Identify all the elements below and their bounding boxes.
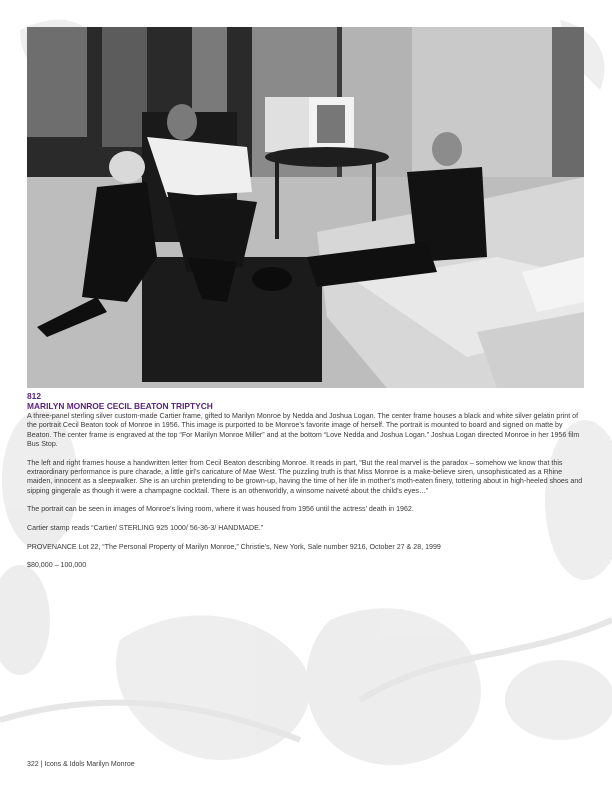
- lot-description-block: [27, 392, 587, 580]
- description-paragraph: The portrait can be seen in images of Monroe’s living room, where it was housed from 1956 until the actress’ death in 1962.: [27, 505, 414, 514]
- page-footer: 322 | Icons & Idols Marilyn Monroe: [27, 761, 135, 768]
- lot-number: 812: [27, 391, 41, 401]
- description-paragraph: The left and right frames house a handwritten letter from Cecil Beaton describing Monroe. It reads in part, “But the real marvel is the paradox – somehow we know that this extraordinary performance is pure charade, a little girl’s caricature of Mae West. The puzzling truth is that Miss Monroe is a make-believe siren, unsophisticated as a Rhine maiden, innocent as a sleepwalker. She is an urchin pretending to be grown-up, having the time of her life in mother’s moth-eaten finery, tottering about in high-heeled shoes and sipping gingerale as though it were a champagne cocktail. There is an otherworldly, a winsome naiveté about the child’s eyes…”: [27, 458, 583, 495]
- provenance-text: PROVENANCE Lot 22, “The Personal Property of Marilyn Monroe,” Christie’s, New York, Sale number 9216, October 27 & 28, 1999: [27, 542, 441, 551]
- lot-title: MARILYN MONROE CECIL BEATON TRIPTYCH: [27, 400, 213, 411]
- cartier-stamp-text: Cartier stamp reads “Cartier/ STERLING 925 1000/ 56-36-3/ HANDMADE.”: [27, 524, 264, 533]
- description-paragraph: A three-panel sterling silver custom-made Cartier frame, gifted to Marilyn Monroe by Nedda and Joshua Logan. The center frame houses a black and white silver gelatin print of the portrait Cecil Beaton took of Monroe in 1956. This image is purported to be Monroe’s favorite image of herself. The portrait is mounted to board and signed on matte by Beaton. The center frame is engraved at the top “For Marilyn Monroe Miller” and at the bottom “Love Nedda and Joshua Logan.” Joshua Logan directed Monroe in her 1956 film Bus Stop.: [27, 412, 580, 449]
- estimate-price: $80,000 – 100,000: [27, 561, 87, 570]
- lot-photograph: [27, 27, 584, 388]
